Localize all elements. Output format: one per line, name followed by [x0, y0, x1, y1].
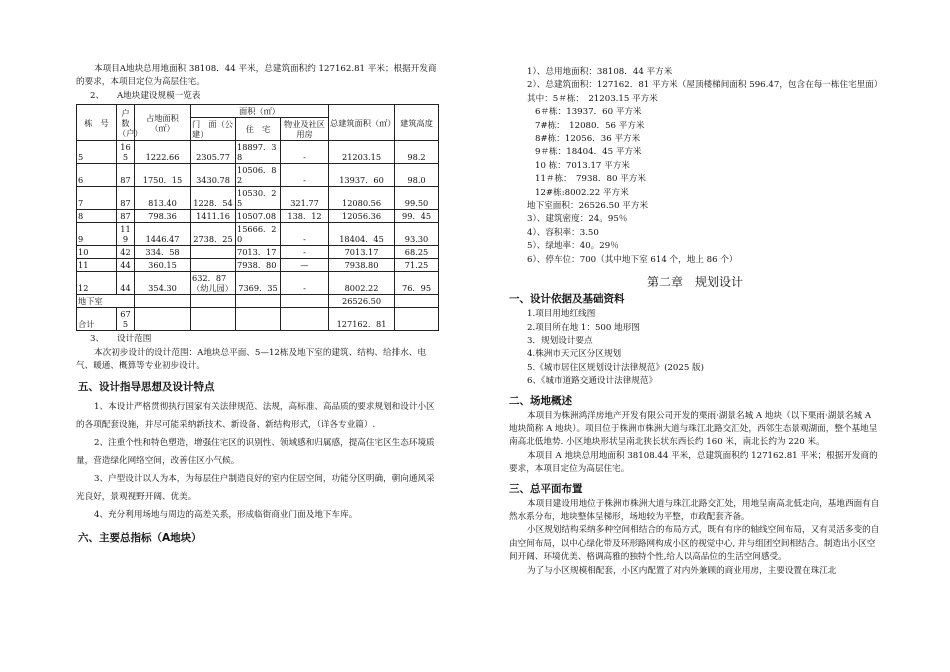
cell-empty [135, 308, 191, 331]
building-scale-table [76, 104, 439, 331]
col-header-storefront: 门 面（公建） [191, 118, 236, 141]
cell-storefront: 632．87（幼儿园） [191, 272, 236, 295]
col-header-footprint: 占地面积（㎡） [135, 105, 191, 141]
cell-storefront: 2738．25 [191, 223, 236, 246]
cell-households: 87 [117, 210, 135, 223]
right-page [509, 0, 881, 672]
indicator-item: 9＃栋：18404．45 平方米 [535, 147, 642, 158]
cell-sum-households: 675 [117, 308, 135, 331]
scope-paragraph: 本次初步设计的设计范围：A地块总平面、5—12栋及地下室的建筑、结构、给排水、电气、暖通、概算等专业初步设计。 [76, 347, 426, 372]
cell-height: 98.0 [395, 164, 439, 187]
indicator-item: 7#栋： 12080．56 平方米 [535, 120, 645, 131]
cell-property-room: - [281, 246, 329, 259]
cell-total-area: 7938.80 [329, 259, 395, 272]
table-row-sum [77, 308, 439, 331]
indicator-item: 其中：5＃栋： 21203.15 平方米 [527, 93, 658, 104]
cell-basement-total: 26526.50 [329, 295, 395, 308]
cell-total-area: 7013.17 [329, 246, 395, 259]
cell-building-no: 8 [77, 210, 117, 223]
cell-total-area: 12080.56 [329, 187, 395, 210]
cell-building-no: 9 [77, 223, 117, 246]
cell-property-room: - [281, 223, 329, 246]
cell-storefront [191, 259, 236, 272]
col-header-building-no: 栋 号 [77, 105, 117, 141]
section-5-item: 2、注重个性和特色塑造，增强住宅区的识别性、领域感和归属感，提高住宅区生态环境质量，营造绿化网络空间，改善住区小气候。 [76, 438, 435, 467]
cell-storefront: 3430.78 [191, 164, 236, 187]
indicator-item: 3）、建筑密度：24。95％ [527, 214, 628, 225]
section-6-title: 六、主要总指标（A地块） [78, 532, 202, 545]
table-header-row [77, 105, 439, 118]
cell-building-no: 6 [77, 164, 117, 187]
cell-residence: 7938．80 [236, 259, 281, 272]
layout-paragraph: 小区规划结构采纳多种空间相结合的布局方式，既有有序的轴线空间布局，又有灵活多变的自由空间布局，以中心绿化带及环形路网构成小区的视觉中心, 并与组团空间相结合。制造出小区空间开阔、环境优美、格调高雅的独特个性,给人以高品位的生活空间感受。 [509, 525, 880, 563]
scope-caption: 3、 设计范围 [90, 334, 152, 345]
col-header-total-area: 总建筑面积（㎡） [329, 105, 395, 141]
table-caption: 2、 A地块建设规模一览表 [90, 90, 201, 101]
indicator-item: 4）、容积率：3.50 [527, 227, 599, 238]
cell-total-area: 21203.15 [329, 141, 395, 164]
col-header-height: 建筑高度 [395, 105, 439, 141]
cell-building-no: 7 [77, 187, 117, 210]
left-page [76, 0, 438, 672]
chapter-title: 第二章 规划设计 [646, 275, 743, 290]
indicator-item: 5）、绿地率：40。29％ [527, 241, 619, 252]
table-row [77, 223, 439, 246]
cell-footprint: 360.15 [135, 259, 191, 272]
indicator-item: 8#栋：12056．36 平方米 [535, 134, 641, 145]
cell-footprint: 798.36 [135, 210, 191, 223]
indicator-item: 2）、总建筑面积：127162．81 平方米（屋顶楼梯间面积 596.47，包含在每一栋住宅里面） [527, 80, 883, 91]
cell-households: 44 [117, 259, 135, 272]
cell-property-room: — [281, 259, 329, 272]
indicator-item: 6）、停车位：700（其中地下室 614 个，地上 86 个） [527, 254, 738, 265]
cell-storefront: 1228．54 [191, 187, 236, 210]
cell-property-room: - [281, 272, 329, 295]
reference-item: 3．规划设计要点 [527, 335, 593, 346]
section-2-title: 二、场地概述 [509, 394, 572, 407]
cell-footprint: 813.40 [135, 187, 191, 210]
section-5-item: 3、户型设计以人为本，为每层住户制造良好的室内住居空间，功能分区明确，朝向通风采光良好，景观视野开阔、优美。 [76, 474, 435, 503]
cell-total-area: 12056.36 [329, 210, 395, 223]
cell-residence: 10530．25 [236, 187, 281, 210]
cell-households: 87 [117, 164, 135, 187]
reference-item: 5.《城市居住区规划设计法律规范》(2025 版) [527, 362, 705, 373]
table-row [77, 210, 439, 223]
cell-empty [281, 308, 329, 331]
reference-item: 1.项目用地红线图 [527, 309, 596, 320]
intro-paragraph: 本项目A地块总用地面积 38108．44 平米，总建筑面积约 127162.81 平米；根据开发商的要求，本项目定位为高层住宅。 [76, 64, 437, 88]
table-row-basement [77, 295, 439, 308]
reference-item: 4.株洲市天元区分区规划 [527, 349, 622, 360]
cell-storefront: 1411.16 [191, 210, 236, 223]
table-row [77, 141, 439, 164]
indicator-item: 11＃栋： 7938．80 平方米 [535, 174, 646, 185]
col-header-households: 户数（户） [117, 105, 135, 141]
cell-total-area: 18404．45 [329, 223, 395, 246]
cell-building-no: 11 [77, 259, 117, 272]
cell-property-room: 138．12 [281, 210, 329, 223]
cell-empty [191, 295, 236, 308]
cell-households: 44 [117, 272, 135, 295]
cell-building-no: 10 [77, 246, 117, 259]
cell-footprint: 334．58 [135, 246, 191, 259]
cell-total-area: 13937．60 [329, 164, 395, 187]
cell-footprint: 1222.66 [135, 141, 191, 164]
cell-footprint: 354.30 [135, 272, 191, 295]
cell-empty [236, 308, 281, 331]
cell-basement-label: 地下室 [77, 295, 135, 308]
cell-households: 42 [117, 246, 135, 259]
indicator-item: 10 栋：7013.17 平方米 [535, 160, 630, 171]
indicator-item: 1）、总用地面积：38108．44 平方米 [527, 67, 673, 77]
cell-height: 76．95 [395, 272, 439, 295]
col-header-residence: 住 宅 [236, 118, 281, 141]
section-5-item: 4、充分利用场地与周边的高差关系，形成临街商业门面及地下车库。 [94, 510, 358, 521]
cell-property-room: - [281, 164, 329, 187]
table-row [77, 272, 439, 295]
cell-height: 71.25 [395, 259, 439, 272]
cell-empty [191, 308, 236, 331]
cell-building-no: 5 [77, 141, 117, 164]
cell-height: 99．45 [395, 210, 439, 223]
table-row [77, 164, 439, 187]
cell-empty [281, 295, 329, 308]
cell-residence: 10506．82 [236, 164, 281, 187]
cell-height: 98.2 [395, 141, 439, 164]
cell-building-no: 12 [77, 272, 117, 295]
section-1-title: 一、设计依据及基础资料 [509, 293, 625, 306]
cell-residence: 7369．35 [236, 272, 281, 295]
cell-total-area: 8002.22 [329, 272, 395, 295]
cell-storefront [191, 246, 236, 259]
cell-sum-total: 127162．81 [329, 308, 395, 331]
cell-households: 119 [117, 223, 135, 246]
cell-sum-label: 合计 [77, 308, 117, 331]
cell-footprint: 1750．15 [135, 164, 191, 187]
cell-households: 165 [117, 141, 135, 164]
cell-empty [395, 295, 439, 308]
cell-property-room: - [281, 141, 329, 164]
reference-item: 2.项目所在地 1：500 地形图 [527, 322, 640, 333]
indicator-item: 12#栋:8002.22 平方米 [535, 187, 629, 198]
indicator-item: 6＃栋：13937．60 平方米 [535, 107, 642, 118]
reference-item: 6、《城市道路交通设计法律规范》 [527, 376, 658, 387]
cell-residence: 7013．17 [236, 246, 281, 259]
cell-residence: 18897．38 [236, 141, 281, 164]
cell-empty [236, 295, 281, 308]
table-row [77, 259, 439, 272]
cell-empty [395, 308, 439, 331]
section-5-item: 1、本设计严格贯彻执行国家有关法律规范、法规，高标准、高品质的要求规划和设计小区的各项配套设施，并尽可能采纳新技术、新设备、新结构形式，（详各专业篇）. [76, 402, 435, 431]
table-row [77, 246, 439, 259]
cell-households: 87 [117, 187, 135, 210]
col-header-property-room: 物业及社区用房 [281, 118, 329, 141]
cell-height: 93.30 [395, 223, 439, 246]
cell-storefront: 2305.77 [191, 141, 236, 164]
layout-paragraph: 本项目建设用地位于株洲市株洲大道与珠江北路交汇处，用地呈南高北低走向，基地西面有自然水系分布，地块整体呈梯形，场地较为平整，市政配套齐备。 [509, 498, 880, 522]
cell-height: 68.25 [395, 246, 439, 259]
cell-height: 99.50 [395, 187, 439, 210]
section-5-title: 五、设计指导思想及设计特点 [78, 381, 215, 394]
cell-property-room: 321.77 [281, 187, 329, 210]
col-header-area-group: 面积（㎡） [191, 105, 329, 118]
cell-empty [135, 295, 191, 308]
table-row [77, 187, 439, 210]
section-3-title: 三、总平面布置 [509, 482, 583, 495]
cell-footprint: 1446.47 [135, 223, 191, 246]
cell-residence: 15666．20 [236, 223, 281, 246]
cell-residence: 10507.08 [236, 210, 281, 223]
indicator-item: 地下室面积：26526.50 平方米 [527, 201, 649, 212]
site-paragraph: 本项目 A 地块总用地面积 38108.44 平米，总建筑面积约 127162.81 平米；根据开发商的要求，本项目定位为高层住宅。 [509, 450, 878, 475]
site-paragraph: 本项目为株洲鸿洋房地产开发有限公司开发的栗雨·湖景名城 A 地块（以下栗雨·湖景名城 A 地块简称 A 地块）。项目位于株洲市株洲大道与珠江北路交汇处，西邻生态景观湖面，整个基地呈南高北低地势. 小区地块形状呈南北狭长状东西长约 160 米，南北长约为 220 米。 [509, 410, 878, 448]
layout-paragraph: 为了与小区规模相配套，小区内配置了对内外兼顾的商业用房，主要设置在珠江北 [527, 565, 837, 576]
